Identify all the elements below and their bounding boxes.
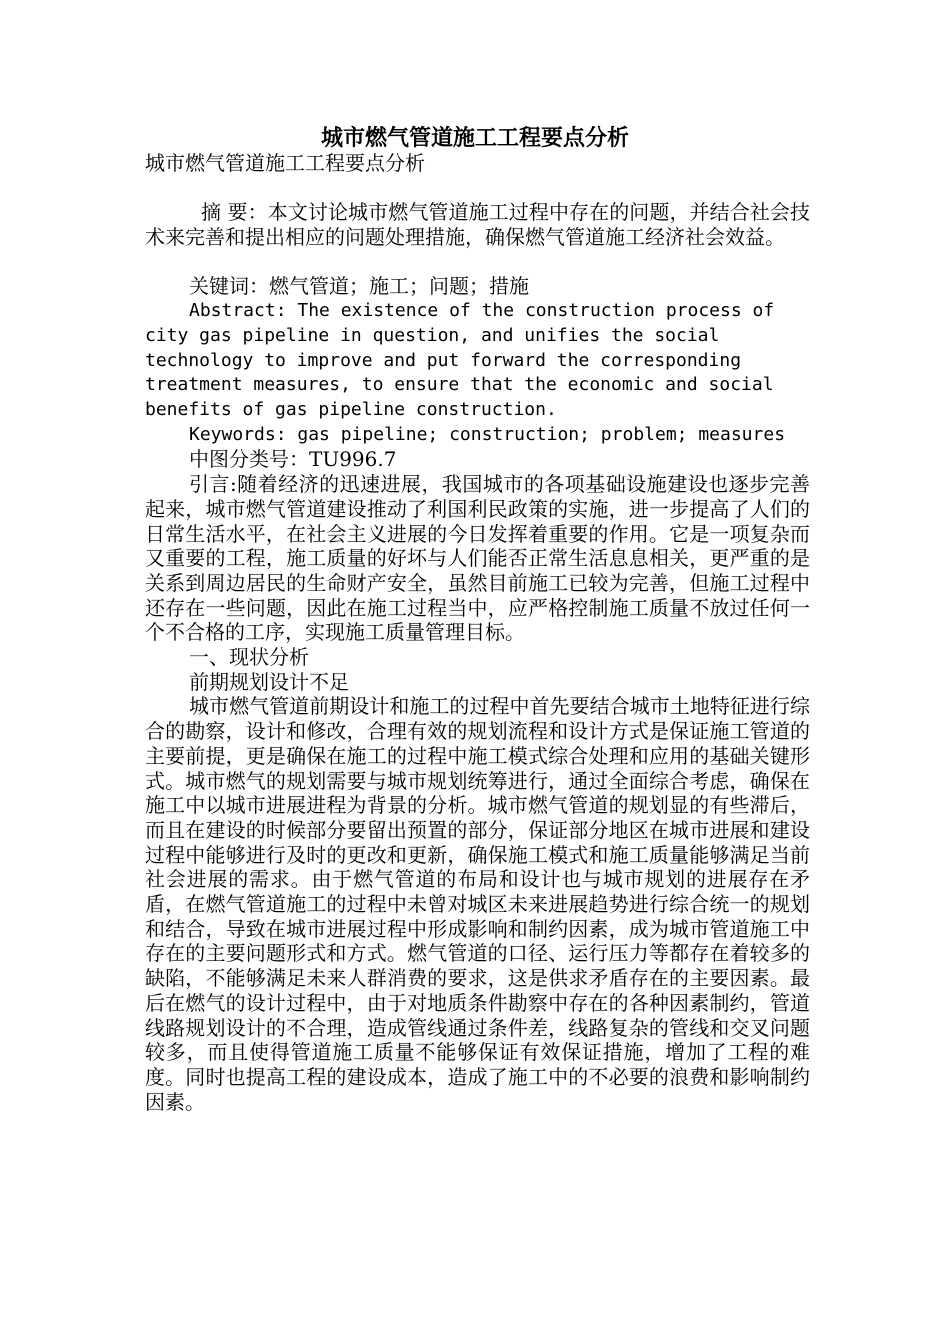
- classification-number: 中图分类号：TU996.7: [189, 447, 397, 472]
- document-subtitle: 城市燃气管道施工工程要点分析: [145, 151, 425, 175]
- abstract-cn: 摘 要：本文讨论城市燃气管道施工过程中存在的问题，并结合社会技术来完善和提出相应的问题处理措施，确保燃气管道施工经济社会效益。: [145, 200, 810, 250]
- document-title: 城市燃气管道施工工程要点分析: [320, 125, 629, 151]
- introduction-paragraph: 引言:随着经济的迅速进展，我国城市的各项基础设施建设也逐步完善起来，城市燃气管道建设推动了利国利民政策的实施，进一步提高了人们的日常生活水平，在社会主义进展的今日发挥着重要的作用。它是一项复杂而又重要的工程，施工质量的好坏与人们能否正常生活息息相关，更严重的是关系到周边居民的生命财产安全，虽然目前施工已较为完善，但施工过程中还存在一些问题，因此在施工过程当中，应严格控制施工质量不放过任何一个不合格的工序，实现施工质量管理目标。: [145, 472, 810, 645]
- section-heading: 一、现状分析: [189, 645, 309, 670]
- keywords-cn: 关键词：燃气管道；施工；问题；措施: [189, 274, 529, 299]
- keywords-en: Keywords: gas pipeline; construction; problem; measures: [189, 423, 786, 445]
- abstract-en: Abstract: The existence of the construction process of city gas pipeline in question, and unifies the social technology to improve and put forward the corresponding treatment measures, to ensure that the economic and social benefits of gas pipeline construction.: [145, 300, 775, 420]
- section-body-paragraph: 城市燃气管道前期设计和施工的过程中首先要结合城市土地特征进行综合的勘察，设计和修改，合理有效的规划流程和设计方式是保证施工管道的主要前提，更是确保在施工的过程中施工模式综合处理和应用的基础关键形式。城市燃气的规划需要与城市规划统筹进行，通过全面综合考虑，确保在施工中以城市进展进程为背景的分析。城市燃气管道的规划显的有些滞后，而且在建设的时候部分要留出预置的部分，保证部分地区在城市进展和建设过程中能够进行及时的更改和更新，确保施工模式和施工质量能够满足当前社会进展的需求。由于燃气管道的布局和设计也与城市规划的进展存在矛盾，在燃气管道施工的过程中未曾对城区未来进展趋势进行综合统一的规划和结合，导致在城市进展过程中形成影响和制约因素，成为城市管道施工中存在的主要问题形式和方式。燃气管道的口径、运行压力等都存在着较多的缺陷，不能够满足未来人群消费的要求，这是供求矛盾存在的主要因素。最后在燃气的设计过程中，由于对地质条件勘察中存在的各种因素制约，管道线路规划设计的不合理，造成管线通过条件差，线路复杂的管线和交叉问题较多，而且使得管道施工质量不能够保证有效保证措施，增加了工程的难度。同时也提高工程的建设成本，造成了施工中的不必要的浪费和影响制约因素。: [145, 694, 810, 1114]
- document-body: [145, 151, 810, 1114]
- section-subheading: 前期规划设计不足: [189, 669, 349, 694]
